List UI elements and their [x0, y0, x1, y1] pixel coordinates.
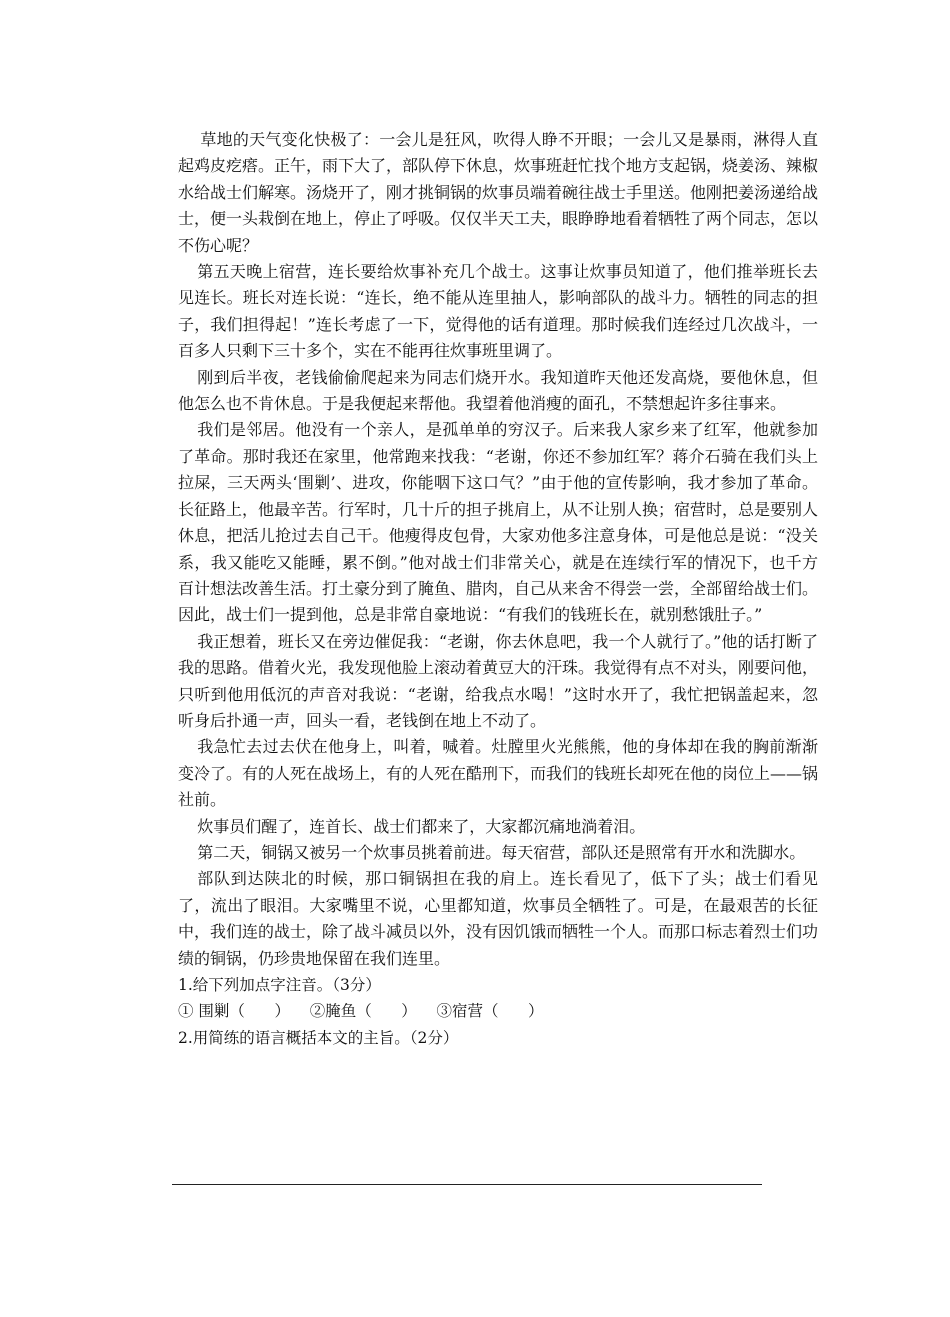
question-1-item-b: ②腌鱼（ ）: [309, 1002, 417, 1021]
paragraph-5: 我正想着，班长又在旁边催促我：“老谢，你去休息吧，我一个人就行了。”他的话打断了我的思路。借着火光，我发现他脸上滚动着黄豆大的汗珠。我觉得有点不对头，刚要问他，只听到他用低沉的声音对我说：“老谢，给我点水喝！”这时水开了，我忙把锅盖起来，忽听身后扑通一声，回头一看，老钱倒在地上不动了。: [178, 631, 819, 730]
question-1-item-a: ① 围剿（ ）: [178, 1002, 290, 1021]
paragraph-1: 草地的天气变化快极了：一会儿是狂风，吹得人睁不开眼；一会儿又是暴雨，淋得人直起鸡皮疙瘩。正午，雨下大了，部队停下休息，炊事班赶忙找个地方支起锅，烧姜汤、辣椒水给战士们解寒。汤烧开了，刚才挑铜锅的炊事员端着碗往战士手里送。他刚把姜汤递给战士，便一头栽倒在地上，停止了呼吸。仅仅半天工夫，眼睁睁地看着牺牲了两个同志，怎以不伤心呢？: [178, 130, 819, 255]
question-1-item-c: ③宿营（ ）: [436, 1002, 544, 1021]
paragraph-8: 第二天，铜锅又被另一个炊事员挑着前进。每天宿营，部队还是照常有开水和洗脚水。: [197, 842, 806, 862]
paragraph-4: 我们是邻居。他没有一个亲人，是孤单单的穷汉子。后来我人家乡来了红军，他就参加了革命。那时我还在家里，他常跑来找我：“老谢，你还不参加红军？蒋介石骑在我们头上拉屎，三天两头‘围剿’、进攻，你能咽下这口气？”由于他的宣传影响，我才参加了革命。长征路上，他最辛苦。行军时，几十斤的担子挑肩上，从不让别人换；宿营时，总是要别人休息，把活儿抢过去自己干。他瘦得皮包骨，大家劝他多注意身体，可是他总是说：“没关系，我又能吃又能睡，累不倒。”他对战士们非常关心，就是在连续行军的情况下，也千方百计想法改善生活。打土豪分到了腌鱼、腊肉，自己从来舍不得尝一尝，全部留给战士们。因此，战士们一提到他，总是非常自豪地说：“有我们的钱班长在，就别愁饿肚子。”: [178, 420, 819, 625]
paragraph-3: 刚到后半夜，老钱偷偷爬起来为同志们烧开水。我知道昨天他还发高烧，要他休息，但他怎么也不肯休息。于是我便起来帮他。我望着他消瘦的面孔，不禁想起许多往事来。: [178, 367, 818, 414]
reading-passage: [178, 127, 818, 1051]
paragraph-2: 第五天晚上宿营，连长要给炊事补充几个战士。这事让炊事员知道了，他们推举班长去见连长。班长对连长说：“连长，绝不能从连里抽人，影响部队的战斗力。牺牲的同志的担子，我们担得起！”连长考虑了一下，觉得他的话有道理。那时候我们连经过几次战斗，一百多人只剩下三十多个，实在不能再往炊事班里调了。: [178, 262, 818, 361]
paragraph-7: 炊事员们醒了，连首长、战士们都来了，大家都沉痛地淌着泪。: [197, 816, 646, 836]
paragraph-9: 部队到达陕北的时候，那口铜锅担在我的肩上。连长看见了，低下了头；战士们看见了，流出了眼泪。大家嘴里不说，心里都知道，炊事员全牺牲了。可是，在最艰苦的长征中，我们连的战士，除了战斗减员以外，没有因饥饿而牺牲一个人。而那口标志着烈士们功绩的铜锅，仍珍贵地保留在我们连里。: [178, 869, 819, 968]
question-2: 2.用简练的语言概括本文的主旨。（2分）: [178, 1028, 459, 1047]
answer-line[interactable]: [172, 1184, 762, 1185]
question-1-items: [178, 998, 818, 1024]
paragraph-6: 我急忙去过去伏在他身上，叫着，喊着。灶膛里火光熊熊，他的身体却在我的胸前渐渐变冷了。有的人死在战场上，有的人死在酷刑下，而我们的钱班长却死在他的岗位上——锅社前。: [178, 737, 819, 810]
question-1: 1.给下列加点字注音。（3分）: [178, 976, 381, 994]
